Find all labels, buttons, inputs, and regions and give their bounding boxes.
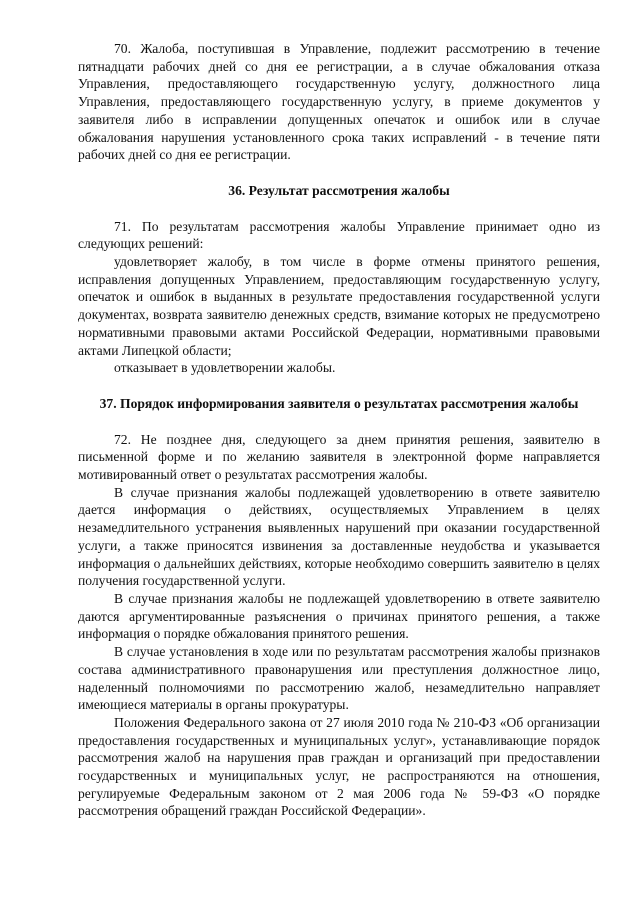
paragraph-72: 72. Не позднее дня, следующего за днем принятия решения, заявителю в письменной форме и по желанию заявителя в электронной форме направляется мотивированный ответ о результатах рассмотрения жалобы.: [78, 431, 600, 483]
section-heading-36: 36. Результат рассмотрения жалобы: [228, 182, 450, 198]
paragraph-70: 70. Жалоба, поступившая в Управление, подлежит рассмотрению в течение пятнадцати рабочих дней со дня ее регистрации, а в случае обжалования отказа Управления, предоставляющего государственную услугу, должностного лица Управления, предоставляющего государственную услугу, в приеме документов у заявителя либо в исправлении допущенных опечаток и ошибок или в случае обжалования нарушения установленного срока таких исправлений - в течение пяти рабочих дней со дня ее регистрации.: [78, 41, 600, 163]
paragraph-72-federal-law: Положения Федерального закона от 27 июля 2010 года № 210-ФЗ «Об организации предоставления государственных и муниципальных услуг», устанавливающие порядок рассмотрения жалоб на нарушения прав граждан и организаций при предоставлении государственных и муниципальных услуг, не распространяются на отношения, регулируемые Федеральным законом от 2 мая 2006 года № 59-ФЗ «О порядке рассмотрения обращений граждан Российской Федерации».: [78, 714, 600, 819]
paragraph-72-positive-answer: В случае признания жалобы подлежащей удовлетворению в ответе заявителю дается информация о действиях, осуществляемых Управлением в целях незамедлительного устранения выявленных нарушений при оказании государственной услуги, а также приносятся извинения за доставленные неудобства и указывается информация о дальнейших действиях, которые необходимо совершить заявителю в целях получения государственной услуги.: [78, 484, 600, 589]
paragraph-71-option-1: удовлетворяет жалобу, в том числе в форме отмены принятого решения, исправления допущенных Управлением, предоставляющим государственную услугу, опечаток и ошибок в выданных в результате предоставления государственной услуги документах, возврата заявителю денежных средств, взимание которых не предусмотрено нормативными правовыми актами Российской Федерации, нормативными правовыми актами Липецкой области;: [78, 254, 600, 358]
section-heading-37: 37. Порядок информирования заявителя о результатах рассмотрения жалобы: [99, 395, 579, 411]
document-page: [78, 40, 600, 820]
paragraph-72-prosecution: В случае установления в ходе или по результатам рассмотрения жалобы признаков состава административного правонарушения или преступления должностное лицо, наделенный полномочиями по рассмотрению жалоб, незамедлительно направляет имеющиеся материалы в органы прокуратуры.: [78, 644, 600, 713]
paragraph-71-option-2: отказывает в удовлетворении жалобы.: [114, 360, 336, 376]
paragraph-71: 71. По результатам рассмотрения жалобы Управление принимает одно из следующих решений:: [78, 218, 600, 252]
paragraph-72-negative-answer: В случае признания жалобы не подлежащей удовлетворению в ответе заявителю даются аргументированные разъяснения о причинах принятого решения, а также информация о порядке обжалования принятого решения.: [78, 590, 600, 642]
